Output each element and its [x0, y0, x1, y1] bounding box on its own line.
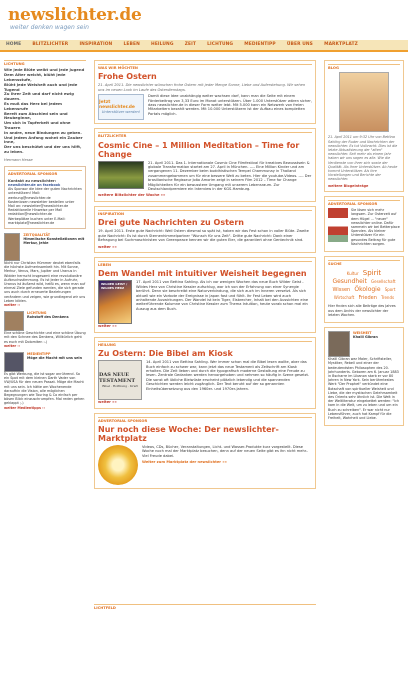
article-title[interactable]: Drei gute Nachrichten zu Ostern — [98, 218, 244, 228]
item-label: LICHTUNG — [27, 311, 47, 316]
section-label: HEILUNG — [98, 341, 312, 347]
tag[interactable]: Wirtschaft — [333, 295, 355, 301]
article-frohe-ostern — [94, 60, 316, 124]
article-image — [98, 161, 144, 189]
contact-box — [4, 166, 86, 229]
lighthouse-image — [328, 208, 348, 242]
logo-tagline: weiter denken wagen sein — [10, 24, 89, 31]
ad-label: ADVERTORIAL SPONSOR — [328, 200, 400, 206]
blog-text: 21. April 2011 um 9:32 Uhr von Bettina Sahling der Ruder und Nachrichten der newslichter. Es tut Volbracht. Dies ist die letzte Aktualisierung der "alten" newslichter. Seit mehr als einem Jahr haben wir uns sagen es alle. Wie die Verdienste von Ihrer sich sowie der Qualität. Als Ihrer Unterstützer. Ab heute kommt Unterstützer. Als ihre Vorstellungen und Berichte der newslichter. — [328, 135, 398, 182]
article-text: 14. April 2011 von Bettina Sahling. Wer immer schon mal die Bibel lesen wollte, aber das Buch einfach zu schwer war, kann jetzt das neue Testament als Zeitschrift am Kiosk erhalten. Die Zeit lieben und durch die typografisch moderne Gestaltung eine Freude zu lesen. Zentrale Gedanken werden hervorgehoben und nehmen so häufig in Szene gesetzt. Die sonst oft übliche Bleiwüste erscheint plötzlich lebendig und die spannenden Geschichten werden leicht zugänglich. Der Text beruht auf der so genannten Einheitsübersetzung aus den 1960er- und 1970er-Jahren. — [146, 360, 310, 391]
main-nav — [0, 40, 408, 52]
nav-home[interactable]: HOME — [6, 41, 22, 47]
header — [0, 0, 408, 40]
tag[interactable]: Gesundheit — [332, 278, 367, 286]
nav-blitzlichter[interactable]: BLITZLICHTER — [32, 41, 69, 47]
tag[interactable]: Frieden — [358, 295, 377, 302]
nav-zeit[interactable]: ZEIT — [184, 41, 196, 47]
item-photo — [4, 311, 24, 331]
item-text: Khalil Gibran war Maler, Schriftsteller, Mystiker, Rebell und einer der bedeutendsten Philosophen des 20. Jahrhunderts. Geboren am 6. Januar 1883 in Bscharre im Libanon starb er vor 80 Jahren in New York. Sein berühmtestes Werk "Der Prophet" verkündet eine Botschaft von spiritueller Weisheit und Liebe, die der mystischen Gelehrsamkeit des Orients sehr ähnlich ist. Die Welt in der Weltliteratur eingebettet werden: "Ich kam in die Welt, um zu leben und um ein Buch zu schreiben". Er war nicht nur Lebensführer, auch hat Kampf für die Freiheit, Wahrheit und Liebe. — [328, 357, 400, 420]
tags-text: Hier finden sich alle Beiträge des Jahres aus dem Archiv der newslichter der letzten Wochen. — [328, 304, 396, 317]
tag[interactable]: Sport — [384, 287, 396, 293]
nav-marktplatz[interactable]: MARKTPLATZ — [324, 41, 358, 47]
more-link[interactable]: Weiter zum Marktplatz der newslichter »» — [142, 460, 227, 465]
article-title[interactable]: Cosmic Cine – 1 Million Meditation – Time for Change — [98, 140, 300, 159]
banner-line-b: Unterstützer werden! — [101, 110, 141, 115]
more-link[interactable]: weiter ›› — [4, 343, 21, 348]
section-label: WAS WIR MÖCHTEN — [98, 64, 312, 70]
blog-label: BLOG — [328, 64, 400, 70]
tag[interactable]: Gesellschaft — [371, 279, 396, 285]
item-title[interactable]: Möge die Macht mit uns sein — [27, 356, 82, 361]
support-banner[interactable] — [98, 94, 144, 120]
item-label: MEDIENTIPP — [27, 352, 51, 357]
article-text: Videos, CDs, Bücher, Veranstaltungen, Licht- und Wasser-Produkte kurz vorgestellt. Diese Woche noch mal der Marktplatz besuchen, denn auf der neuen Seite gibt es ihn nicht mehr.. Viel Freude dabei. — [142, 444, 309, 458]
author-photo — [4, 233, 20, 261]
nav-leben[interactable]: LEBEN — [123, 41, 140, 47]
contact-facebook[interactable]: newslichter.de on facebook — [8, 182, 61, 187]
more-link[interactable]: weiter ›› — [4, 303, 21, 308]
contact-text: Als Sponsor die Idee der guten Nachrichten unterstützen! Mail: werbung@newslichter.de — [8, 187, 82, 200]
nav-medientipp[interactable]: MEDIENTIPP — [244, 41, 276, 47]
article-title[interactable]: Nur noch diese Woche: Der newslichter-Marktplatz — [98, 424, 279, 443]
sponsor-box — [324, 196, 404, 252]
list-item — [4, 311, 86, 331]
article-title[interactable]: Dem Wandel mit intuitiver Weisheit begegnen — [98, 269, 307, 279]
nav-heilung[interactable]: HEILUNG — [151, 41, 174, 47]
lichtung-label: LICHTUNG — [4, 60, 86, 66]
nav-inspiration[interactable]: INSPIRATION — [79, 41, 113, 47]
author-photo — [328, 331, 350, 357]
list-item — [4, 352, 86, 372]
left-column — [4, 60, 86, 410]
tag-box — [324, 256, 404, 323]
contact-newsletter[interactable]: Kostenlosen newsletter bestellen unter Mail an: newsletter@newslichter.de — [8, 199, 75, 208]
more-blog-link[interactable]: weitere Blogeinträge — [328, 183, 369, 188]
flower-of-life-image — [98, 445, 138, 485]
item-title[interactable]: Khalil Gibran — [353, 335, 378, 340]
bible-cover-title: DAS NEUE TESTAMENT — [99, 372, 136, 385]
article-text: 17. April 2011 von Bettina Sahling. Als ich vor wenigen Wochen das neue Buch Wilder Geist - Wildes Herz von Christine Kessler aufschlug, war ich von der Erfahrung von einer Synergie berührt. Denn sie beschreibt eine Naturverbindung, die sich auch im Inneren versetzt. Als sich aktuell wie ein Vorbote der Ereignisse in Japan fast und fühlt. Ihr Fest Leben wird auch anhaltende Auswirkungen. Der Wandel ist kein Tiger, Eisbrecher, Inhalt bei den Aussichten eine weiterführende Kolumne von Christine Kessler zum Thema Intuition, heute vorab schon mal ein Auszug aus dem Buch. — [136, 280, 309, 311]
article-meta: 21. April 2011. Die newslichter wünschen frohe Ostern mit jeder Menge Sonne, Liebe und Auferstehung. Wir sehen uns im neuen Look im Laufe des Osterdienstags. — [98, 83, 306, 92]
section-label: BLITZLICHTER — [98, 132, 312, 138]
bible-cover-sub: Bibel · Hoffnung · Kraft — [102, 384, 138, 389]
item-text: Eine schöne Geschichte und eine schöne Übung mit den Schnee des Denkens, Willkürlich geht es euch mit Dolomiten :-) — [4, 331, 86, 344]
middle-column — [94, 60, 316, 493]
book-cover: WILDER GEIST / WILDES HERZ — [98, 280, 132, 324]
tag[interactable]: Ökologie — [354, 286, 381, 294]
right-column — [324, 60, 404, 430]
article-text: 21. April 2011. Das 1. Internationale Cosmic Cine Filmfestival für kreatives Bewusstsein & globale Transformation startet am 27. April in München. ---- Eine Million Kinder und am vergangenen 11. Dezember beim buddhistischen Tempel Chammunay in Thailand zusammengekommen um für eine bessere Welt zu beten. Hier die youtube-Videos. ---- Der brasilianische Regisseur João Amorim zeigt in seinem Film 2012 – Time for Change Möglichkeiten für ein bewusstere Umgang mit unserem Lebensraum. Zur Deutschlandpremiere ein Interview in der KGS-Hamburg. — [148, 160, 312, 192]
article-drei-nachrichten — [94, 206, 316, 253]
weisheit-box — [324, 327, 404, 426]
tag-cloud — [328, 268, 400, 304]
tag[interactable]: Trends — [381, 295, 395, 301]
article-wandel — [94, 257, 316, 333]
site-logo[interactable] — [8, 6, 142, 31]
author-photo — [339, 72, 389, 132]
tags-label: SUCHE — [328, 260, 400, 266]
footer-section — [94, 604, 316, 612]
contact-title: Kontakt zu newslichter: — [8, 178, 57, 183]
blog-box — [324, 60, 404, 192]
article-title[interactable]: Frohe Ostern — [98, 72, 157, 82]
item-title[interactable]: Himmlische Konstellationen mit Merkur, Jehle — [23, 237, 85, 246]
item-label: ZEITQUALITÄT — [23, 233, 51, 237]
section-label: ADVERTORIAL SPONSOR — [98, 417, 312, 423]
article-title[interactable]: Zu Ostern: Die Bibel am Kiosk — [98, 349, 233, 359]
section-label: LEBEN — [98, 261, 312, 267]
item-text: Es gibt Werbung, die ist sogar anrührend. So ein Spot mit dem kleinen Darth Vader von VW/USA für den neuen Passat. Möge die Macht mit uns sein. Ich hätte am Wochenende daraufhin die Vision, alle möglichen Begegnungen wie Touring & Co einfach per bösen Blick einzuschrumpfen. Mal reden gehen geklappt ;-) — [4, 372, 85, 406]
item-title[interactable]: Rohstoff des Denkens — [27, 315, 69, 320]
more-link[interactable]: weiter »» — [98, 400, 117, 405]
ad-label: ADVERTORIAL SPONSOR — [8, 170, 82, 176]
article-text: Damit diese Idee unabhängig weiter wachsen darf, kann man die Seite mit einem Förderbeitrag von 3,33 Euro im Monat unterstützen. Über 1.000 Unterstützer wären sicher, dass newslichter.de in dieser Form weiter lebt. Mit 5.000 kann ein Netzwerk von freien Mitarbeitern bezahlt werden. Mit 10.000 Unterstützern ist der Aufbau eines kompletten Portals möglich. — [148, 94, 312, 116]
item-label: WEISHEIT — [353, 331, 372, 336]
nav-ueber-uns[interactable]: ÜBER UNS — [286, 41, 313, 47]
article-text: 19. April 2011. Erste gute Nachricht: Weil Ostern diesmal so spät ist, haben wir das Fest schon in voller Blüte. Zweite gute Nachricht: Es ist durch Sternenhimmelpartner "Wunsch für uns Zeit". Dritte gute Nachricht: Dank einer Befragung bei Suchmaschinisten von Greenpeace kennen wir die guten Eier, die garantiert ohne Gentechnik sind. — [98, 229, 309, 243]
more-link[interactable]: weitere Blitzlichter der Woche »» — [98, 193, 166, 198]
nav-lichtung[interactable]: LICHTUNG — [207, 41, 234, 47]
section-label: LICHTFELD — [94, 604, 316, 610]
logo-name: newslichter.de — [8, 5, 142, 25]
section-label: INSPIRATION — [98, 210, 312, 216]
article-cosmic-cine — [94, 128, 316, 202]
item-text: Nicht nur Christian Hümmer deutet ebenfalls die höchste Aufmerksamkeit hin. Mit Sonne, Merkur, Venus, Mars, Jupiter und Uranus in Widder herrscht insgesamt eine revolutionäre Aufbruchsstimmung. Es ist Jeder in Aufruhr, Uranus ist äußerst wild, heißt es, wenn man auf einmal Ziele gefunden werden, die sich gerade uns auch durch erneuerte Beziehungen verändern und zeigen, wie grundlegend wir uns Leben bilden. — [4, 261, 86, 303]
item-photo — [4, 352, 24, 372]
bible-cover — [98, 360, 142, 400]
contact-market[interactable]: Werbeplätze buchen unter E-Mail: marktplatz@newslichter.de — [8, 216, 66, 225]
article-marktplatz — [94, 413, 316, 489]
more-link[interactable]: weiter Medientipps ›› — [4, 405, 45, 410]
banner-line-a: Jetzt newslichter.de — [99, 100, 135, 111]
ad-text: Sie lösen sich mehr langsam. Zur Osterzeit auf dem Hügel ... "neuer" newslichter online. Dafür sammeln wir bei Betterplace Spenden. Als kleiner Unterstützer für ein gesundes Beitrag für gute Nachrichten sorgen. — [351, 208, 400, 246]
more-link[interactable]: weiter »» — [98, 324, 117, 329]
poem-author: Hermann Hesse — [4, 157, 33, 162]
tag[interactable]: Kultur — [346, 271, 359, 277]
contact-redaktion[interactable]: Redaktionelle Hinweise per Mail redaktion@newslichter.de — [8, 208, 63, 217]
more-link[interactable]: weiter »» — [98, 244, 117, 249]
list-item — [4, 233, 86, 261]
poem: Wie jede Blüte welkt und jede Jugend Dem Alter weicht, blüht jede Lebensstufe, Blüht jede Weisheit auch und jede Tugend Zu ihrer Zeit und darf nicht ewig dauern. Es muß das Herz bei jedem Lebensrufe Bereit zum Abschied sein und Neubeginne, Um sich in Tapferkeit und ohne Trauern In andre, neue Bindungen zu geben. Und jedem Anfang wohnt ein Zauber inne, Der uns beschützt und der uns hilft, zu leben. — [4, 67, 85, 154]
article-bibel — [94, 337, 316, 409]
tag[interactable]: Spirit — [362, 269, 382, 278]
tag[interactable]: Wissen — [332, 287, 351, 294]
